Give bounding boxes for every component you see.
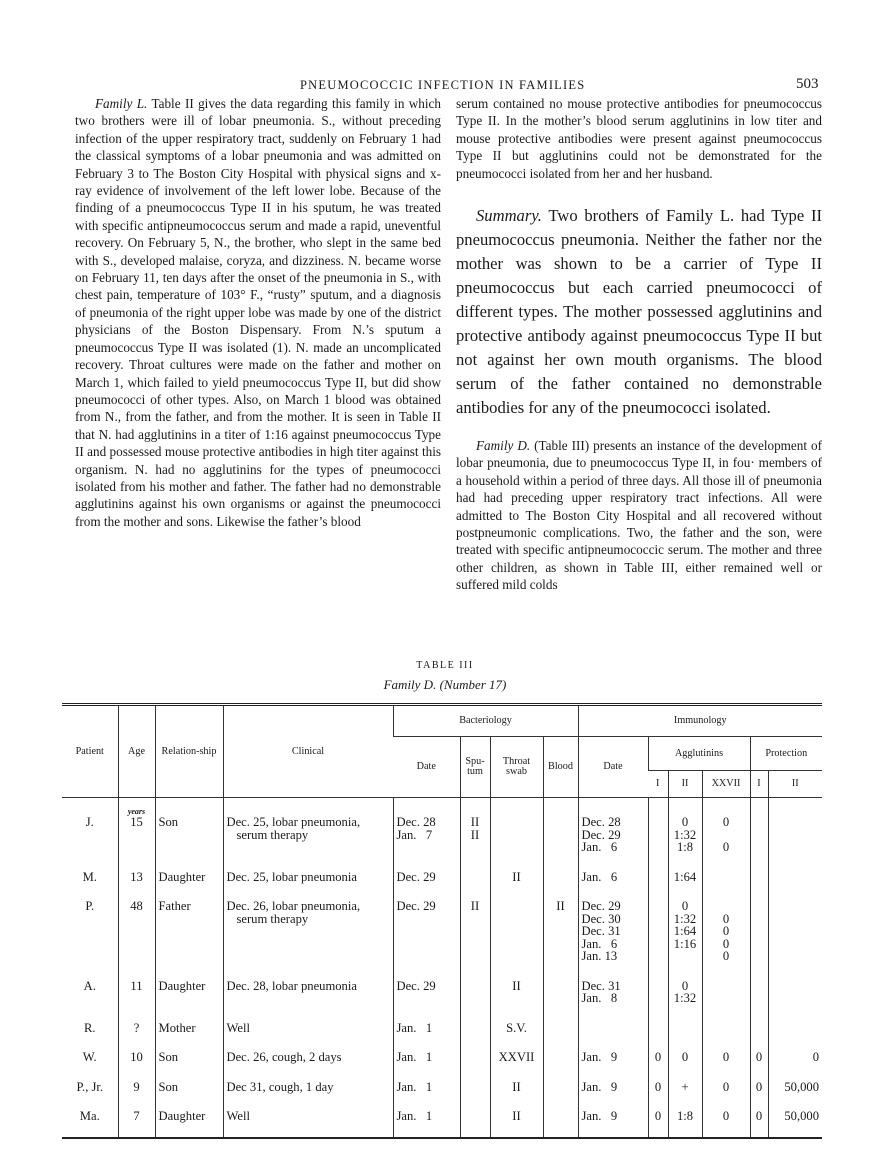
agg-xxvii-line: 0 [722, 840, 730, 854]
cell-agg-ii [668, 891, 702, 971]
cell-throat [490, 1013, 543, 1043]
header-prot-ii: II [768, 771, 822, 798]
prot-ii-line: 0 [812, 1050, 819, 1064]
cell-prot-i [750, 971, 768, 1013]
sputum-line: II [470, 827, 480, 842]
cell-agg-xxvii [702, 862, 750, 892]
left-column [75, 95, 441, 530]
cell-patient [62, 1072, 118, 1102]
family-d-text: (Table III) presents an instance of the development of lobar pneumonia, due to pneumococcus Type II, in fou· members of a household within a period of three days. All those ill of pneumonia had had preceding upper respiratory tract infections. All were admitted to The Boston City Hospital and all recovered without postpneumonic complications. Two, the father and the son, were treated with specific antipneumococcic serum. The mother and three other children, as shown in Table III, either remained well or suffered mild colds [456, 438, 822, 593]
patient-value: P. [85, 899, 95, 913]
imm-date-line: Jan. 9 [581, 1109, 618, 1123]
patient-value: R. [83, 1020, 96, 1035]
cell-throat [490, 971, 543, 1013]
cell-prot-ii [768, 1101, 822, 1138]
cell-age [118, 1072, 155, 1102]
family-l-paragraph [75, 95, 441, 530]
cell-imm-date [578, 862, 648, 892]
cell-agg-ii [668, 862, 702, 892]
cell-sputum [460, 971, 490, 1013]
cell-agg-xxvii [702, 1101, 750, 1138]
cell-agg-xxvii [702, 891, 750, 971]
bact-date-line: Jan. 1 [396, 1109, 433, 1123]
cell-sputum [460, 1013, 490, 1043]
cell-imm-date [578, 1072, 648, 1102]
header-imm-date: Date [578, 737, 648, 798]
cell-patient [62, 798, 118, 862]
table-row [62, 1101, 822, 1138]
continuation-paragraph: serum contained no mouse protective antibodies for pneumococcus Type II. In the mother’s blood serum agglutinins in low titer and mouse protective antibodies were present against pneumococcus Type II but agglutinins could not be demonstrated for the pneumococci isolated from her and her husband. [456, 96, 822, 181]
sputum-line: II [470, 815, 480, 829]
cell-relationship [155, 891, 223, 971]
header-agg-xxvii: XXVII [702, 771, 750, 798]
imm-date-line: Jan. 9 [581, 1050, 618, 1064]
cell-clinical [223, 891, 393, 971]
cell-age [118, 971, 155, 1013]
cell-relationship [155, 971, 223, 1013]
table-row [62, 971, 822, 1013]
agg-xxvii-line: 0 [722, 1079, 730, 1094]
agg-xxvii-line: 0 [722, 936, 730, 951]
cell-sputum [460, 1042, 490, 1072]
cell-sputum [460, 1101, 490, 1138]
right-column [456, 95, 822, 594]
bact-date-line: Jan. 7 [396, 827, 433, 842]
cell-agg-xxvii [702, 1042, 750, 1072]
cell-relationship [155, 862, 223, 892]
cell-agg-ii [668, 1013, 702, 1043]
cell-sputum [460, 891, 490, 971]
cell-blood [543, 862, 578, 892]
agg-ii-line: 1:8 [676, 840, 694, 854]
cell-bact-date [393, 891, 460, 971]
clinical-line: Dec. 26, lobar pneumonia, [226, 899, 361, 913]
cell-patient [62, 862, 118, 892]
age-value: 11 [130, 978, 143, 993]
prot-i-line: 0 [755, 1079, 763, 1094]
imm-date-line: Jan. 8 [581, 991, 618, 1005]
cell-blood [543, 1042, 578, 1072]
agg-ii-line: 1:64 [673, 869, 697, 884]
cell-imm-date [578, 1013, 648, 1043]
relationship-value: Father [158, 899, 191, 913]
relationship-value: Daughter [158, 869, 206, 884]
header-immunology: Immunology [578, 705, 822, 737]
cell-blood [543, 1013, 578, 1043]
cell-sputum [460, 1072, 490, 1102]
clinical-line: Dec 31, cough, 1 day [226, 1079, 334, 1094]
header-agg-ii: II [668, 771, 702, 798]
agg-ii-line: 1:32 [673, 827, 697, 842]
table-body [62, 798, 822, 1138]
cell-agg-i [648, 1072, 668, 1102]
cell-agg-i [648, 891, 668, 971]
cell-throat [490, 1042, 543, 1072]
cell-agg-xxvii [702, 1013, 750, 1043]
cell-clinical [223, 1072, 393, 1102]
cell-agg-xxvii [702, 798, 750, 862]
cell-prot-i [750, 1013, 768, 1043]
cell-relationship [155, 1042, 223, 1072]
cell-age [118, 798, 155, 862]
header-bacteriology: Bacteriology [393, 705, 578, 737]
throat-line: XXVII [498, 1050, 535, 1064]
header-prot-i: I [750, 771, 768, 798]
table-caption: Family D. (Number 17) [383, 677, 507, 692]
cell-blood [543, 891, 578, 971]
throat-line: II [512, 978, 521, 993]
agg-ii-line: 1:8 [676, 1109, 694, 1123]
cell-imm-date [578, 1101, 648, 1138]
imm-date-line: Dec. 30 [581, 911, 621, 926]
clinical-line: Dec. 28, lobar pneumonia [226, 978, 357, 993]
throat-line: II [512, 1079, 521, 1094]
relationship-value: Daughter [158, 1109, 206, 1123]
cell-sputum [460, 862, 490, 892]
imm-date-line: Jan. 6 [581, 840, 618, 854]
imm-date-line: Dec. 31 [581, 924, 621, 938]
summary-text: Two brothers of Family L. had Type II pneumococcus pneumonia. Neither the father nor the mother was shown to be a carrier of Type II pneumococcus but each carried pneumococci of different types. The mother possessed agglutinins and protective antibody against pneumococcus Type II but not against her own mouth organisms. The blood serum of the father contained no demonstrable antibodies for any of the pneumococci isolated. [456, 206, 822, 418]
agg-xxvii-line: 0 [722, 1050, 730, 1064]
header-agg-i: I [648, 771, 668, 798]
sputum-line: II [470, 899, 480, 913]
table-row [62, 1013, 822, 1043]
cell-bact-date [393, 971, 460, 1013]
cell-blood [543, 1072, 578, 1102]
summary-lead: Summary. [476, 206, 542, 226]
table-row [62, 1072, 822, 1102]
clinical-line: Dec. 26, cough, 2 days [226, 1050, 342, 1064]
cell-agg-i [648, 971, 668, 1013]
age-value: 13 [130, 869, 143, 884]
table-row [62, 891, 822, 971]
throat-line: II [512, 1109, 521, 1123]
cell-prot-ii [768, 971, 822, 1013]
cell-prot-i [750, 1072, 768, 1102]
cell-patient [62, 1042, 118, 1072]
cell-prot-ii [768, 862, 822, 892]
cell-patient [62, 971, 118, 1013]
cell-imm-date [578, 1042, 648, 1072]
cell-blood [543, 1101, 578, 1138]
cell-age [118, 1013, 155, 1043]
age-value: 48 [130, 899, 143, 913]
imm-date-line: Jan. 6 [581, 869, 618, 884]
cell-blood [543, 798, 578, 862]
patient-value: M. [82, 869, 97, 884]
throat-line: II [512, 869, 521, 884]
table-row [62, 798, 822, 862]
cell-bact-date [393, 1072, 460, 1102]
header-relationship: Relation-ship [155, 705, 223, 798]
cell-agg-xxvii [702, 1072, 750, 1102]
imm-date-line: Jan. 6 [581, 936, 618, 951]
agg-xxvii-line: 0 [722, 949, 730, 963]
cell-relationship [155, 1013, 223, 1043]
cell-prot-ii [768, 798, 822, 862]
prot-i-line: 0 [755, 1109, 763, 1123]
header-protection: Protection [750, 737, 822, 771]
patient-value: Ma. [79, 1109, 100, 1123]
agg-ii-line [672, 950, 699, 963]
imm-date-line: Dec. 29 [581, 899, 621, 913]
cell-agg-ii [668, 1101, 702, 1138]
imm-date-line: Jan. 9 [581, 1079, 618, 1094]
imm-date-line: Jan. 13 [581, 949, 618, 963]
cell-patient [62, 1101, 118, 1138]
relationship-value: Son [158, 1050, 179, 1064]
agg-xxvii-line: 0 [722, 911, 730, 926]
cell-imm-date [578, 798, 648, 862]
cell-bact-date [393, 1042, 460, 1072]
table-iii [62, 703, 822, 1139]
imm-date-line: Dec. 31 [581, 978, 621, 993]
cell-prot-i [750, 798, 768, 862]
clinical-line: Well [226, 1109, 250, 1123]
header-blood: Blood [543, 737, 578, 798]
agg-ii-line: 1:16 [673, 936, 697, 951]
cell-imm-date [578, 891, 648, 971]
cell-patient [62, 1013, 118, 1043]
cell-clinical [223, 862, 393, 892]
cell-agg-i [648, 1013, 668, 1043]
agg-i-line: 0 [654, 1109, 662, 1123]
cell-agg-ii [668, 1072, 702, 1102]
cell-prot-ii [768, 1072, 822, 1102]
table-label: TABLE III [416, 660, 474, 671]
clinical-line: Dec. 25, lobar pneumonia [226, 869, 357, 884]
bact-date-line: Dec. 29 [396, 978, 436, 993]
header-patient: Patient [62, 705, 118, 798]
patient-value: A. [83, 978, 96, 993]
imm-date-line: Dec. 28 [581, 815, 621, 829]
table-row [62, 862, 822, 892]
cell-patient [62, 891, 118, 971]
bact-date-line: Dec. 29 [396, 899, 436, 913]
age-value: 7 [133, 1109, 140, 1123]
cell-throat [490, 891, 543, 971]
cell-throat [490, 862, 543, 892]
patient-value: W. [82, 1050, 97, 1064]
age-unit: years [127, 807, 146, 816]
header-throat-swab: Throat swab [490, 737, 543, 798]
cell-bact-date [393, 1101, 460, 1138]
age-value: ? [133, 1020, 140, 1035]
cell-prot-ii [768, 891, 822, 971]
prot-ii-line: 50,000 [784, 1079, 819, 1094]
relationship-value: Mother [158, 1020, 196, 1035]
clinical-line: serum therapy [236, 911, 309, 926]
cell-bact-date [393, 798, 460, 862]
family-d-lead: Family D. [476, 438, 531, 454]
cell-age [118, 1042, 155, 1072]
cell-throat [490, 1072, 543, 1102]
cell-prot-i [750, 862, 768, 892]
cell-relationship [155, 798, 223, 862]
relationship-value: Son [158, 1079, 179, 1094]
blood-line: II [556, 899, 565, 913]
bact-date-line: Dec. 28 [396, 815, 436, 829]
family-l-lead: Family L. [95, 96, 148, 111]
age-value: 10 [130, 1050, 143, 1064]
cell-clinical [223, 1101, 393, 1138]
prot-ii-line: 50,000 [784, 1109, 819, 1123]
cell-prot-i [750, 1042, 768, 1072]
bact-date-line: Dec. 29 [396, 869, 436, 884]
age-value: 15 [130, 815, 143, 829]
header-sputum: Spu-tum [460, 737, 490, 798]
cell-agg-i [648, 798, 668, 862]
agg-ii-line: 1:32 [673, 991, 697, 1005]
agg-ii-line: 0 [681, 815, 689, 829]
cell-agg-i [648, 862, 668, 892]
patient-value: J. [85, 815, 94, 829]
cell-prot-i [750, 1101, 768, 1138]
cell-imm-date [578, 971, 648, 1013]
header-clinical: Clinical [223, 705, 393, 798]
cell-relationship [155, 1101, 223, 1138]
table-row [62, 1042, 822, 1072]
bact-date-line: Jan. 1 [396, 1050, 433, 1064]
cell-agg-ii [668, 971, 702, 1013]
agg-xxvii-line: 0 [722, 924, 730, 938]
agg-ii-line: 0 [681, 978, 689, 993]
header-age: Age [118, 705, 155, 798]
cell-age [118, 1101, 155, 1138]
agg-xxvii-line [706, 900, 747, 913]
prot-i-line: 0 [755, 1050, 763, 1064]
cell-agg-ii [668, 1042, 702, 1072]
agg-ii-line: 0 [681, 1050, 689, 1064]
family-d-paragraph [456, 437, 822, 594]
cell-agg-i [648, 1101, 668, 1138]
cell-prot-i [750, 891, 768, 971]
cell-bact-date [393, 862, 460, 892]
summary-paragraph [456, 204, 822, 420]
cell-agg-xxvii [702, 971, 750, 1013]
cell-bact-date [393, 1013, 460, 1043]
relationship-value: Son [158, 815, 179, 829]
cell-throat [490, 798, 543, 862]
cell-sputum [460, 798, 490, 862]
imm-date-line: Dec. 29 [581, 827, 621, 842]
header-agglutinins: Agglutinins [648, 737, 750, 771]
cell-agg-ii [668, 798, 702, 862]
cell-prot-ii [768, 1042, 822, 1072]
cell-age [118, 862, 155, 892]
agg-ii-line: 0 [681, 899, 689, 913]
agg-ii-line: 1:64 [673, 924, 697, 938]
running-head: PNEUMOCOCCIC INFECTION IN FAMILIES [300, 78, 586, 92]
agg-xxvii-line: 0 [722, 815, 730, 829]
cell-agg-i [648, 1042, 668, 1072]
page-number: 503 [796, 76, 819, 92]
clinical-line: Dec. 25, lobar pneumonia, [226, 815, 361, 829]
clinical-line: Well [226, 1020, 250, 1035]
cell-relationship [155, 1072, 223, 1102]
cell-age [118, 891, 155, 971]
family-l-text: Table II gives the data regarding this family in which two brothers were ill of lobar pneumonia. S., without preceding infection of the upper respiratory tract, suddenly on February 1 had the classical symptoms of a lobar pneumonia and was admitted on February 3 to The Boston City Hospital with physical signs and x-ray evidence of involvement of the left lower lobe. Because of the finding of a pneumococcus Type II in his sputum, he was treated with specific antipneumococcus serum and made a rapid, uneventful recovery. On February 5, N., the brother, who slept in the same bed with S., developed malaise, coryza, and dizziness. N. became worse on February 11, ten days after the onset of the pneumonia in S., with chest pain, temperature of 103° F., “rusty” sputum, and a diagnosis of pneumonia of the right upper lobe was made by one of the district physicians of the Boston Dispensary. From N.’s sputum a pneumococcus Type II was isolated (1). N. made an uncomplicated recovery. Throat cultures were made on the father and mother on March 1, which failed to yield pneumococcus Type II, but did show pneumococci of other types. Also, on March 1 blood was obtained from N., from the father, and from the mother. It is seen in Table II that N. had agglutinins in a titer of 1:16 against pneumococcus Type II and possessed mouse protective antibodies in high titer against this organism. N. had no agglutinins for the types of pneumococci isolated from his mother and father. The father had no demonstrable agglutinins against his own organisms or against the pneumococci from the mother and sons. Likewise the father’s blood [75, 96, 441, 529]
cell-clinical [223, 971, 393, 1013]
agg-ii-line: + [681, 1079, 689, 1094]
age-value: 9 [133, 1079, 140, 1094]
cell-clinical [223, 1042, 393, 1072]
cell-blood [543, 971, 578, 1013]
header-bact-date: Date [393, 737, 460, 798]
cell-prot-ii [768, 1013, 822, 1043]
agg-ii-line: 1:32 [673, 911, 697, 926]
agg-i-line: 0 [654, 1079, 662, 1094]
throat-line: S.V. [506, 1020, 527, 1035]
cell-clinical [223, 798, 393, 862]
cell-clinical [223, 1013, 393, 1043]
clinical-line: serum therapy [236, 827, 309, 842]
bact-date-line: Jan. 1 [396, 1020, 433, 1035]
patient-value: P., Jr. [76, 1079, 104, 1094]
agg-xxvii-line: 0 [722, 1109, 730, 1123]
bact-date-line: Jan. 1 [396, 1079, 433, 1094]
cell-throat [490, 1101, 543, 1138]
relationship-value: Daughter [158, 978, 206, 993]
agg-i-line: 0 [654, 1050, 662, 1064]
